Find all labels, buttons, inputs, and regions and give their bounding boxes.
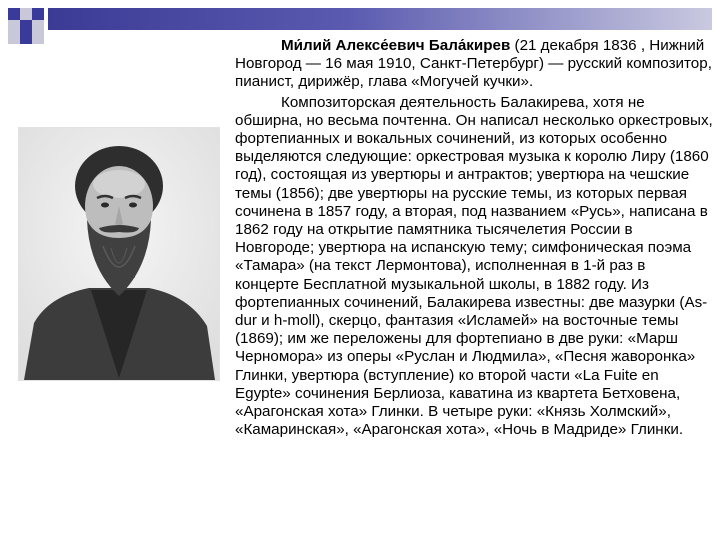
biography-text [235,37,713,439]
corner-square [8,32,20,44]
composer-portrait [18,127,220,381]
composer-name: Ми́лий Алексе́евич Бала́кирев [281,37,511,54]
corner-square [32,20,44,32]
corner-square [8,8,20,20]
bio-works-paragraph: Композиторская деятельность Балакирева, хотя не обширна, но весьма почтенна. Он написал несколько оркестровых, фортепианных и вокальных сочинений, из которых особенно выделяются следующие: оркестровая музыка к королю Лиру (1860 год), состоящая из увертюры и антрактов; увертюра на чешские темы (1856); две увертюры на русские темы, из которых первая сочинена в 1857 году, а вторая, под названием «Русь», написана в 1862 году на открытие памятника тысячелетия России в Новгороде; увертюра на испанскую тему; симфоническая поэма «Тамара» (на текст Лермонтова), исполненная в 1-й раз в концерте Бесплатной музыкальной школы, в 1882 году. Из фортепианных сочинений, Балакирева известны: две мазурки (As-dur и h-moll), скерцо, фантазия «Исламей» на восточные темы (1869); им же переложены для фортепиано в две руки: «Марш Черномора» из оперы «Руслан и Людмила», «Песня жаворонка» Глинки, увертюра (вступление) ко второй части «La Fuite en Egypte» сочинения Берлиоза, каватина из квартета Бетховена, «Арагонская хота» Глинки. В четыре руки: «Князь Холмский», «Камаринская», «Арагонская хота», «Ночь в Мадриде» Глинки. [235,93,713,439]
corner-square [8,20,20,32]
corner-square [20,20,32,32]
corner-square [20,32,32,44]
bio-intro-paragraph [235,37,713,92]
bio-dates-intro: (21 декабря 1836 , Нижний Новгород — 16 мая 1910, Санкт-Петербург) — русский композитор, пианист, дирижёр, глава «Могучей кучки». [235,37,712,91]
title-bar-decoration [48,8,712,30]
corner-square [20,8,32,20]
corner-square [32,8,44,20]
portrait-illustration [19,128,219,380]
corner-square [32,32,44,44]
